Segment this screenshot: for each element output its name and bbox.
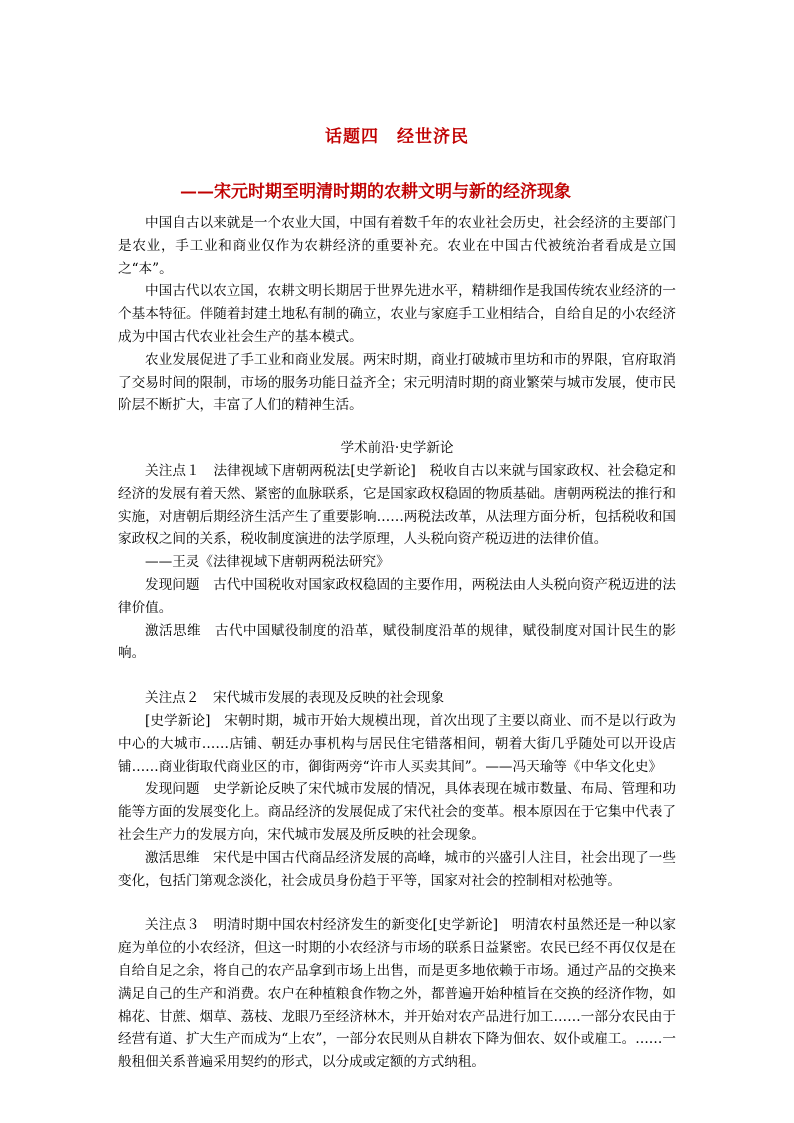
page-subtitle: ——宋元时期至明清时期的农耕文明与新的经济现象 <box>180 182 571 202</box>
point-paragraph: [史学新论] 宋朝时期，城市开始大规模出现，首次出现了主要以商业、而不是以行政为中心的大城市……店铺、朝廷办事机构与居民住宅错落相间，朝着大街几乎随处可以开设店铺……商业街取代商业区的市，御街两旁“许市人买卖其间”。——冯天瑜等《中华文化史》 <box>118 712 676 775</box>
intro-paragraph: 农业发展促进了手工业和商业发展。两宋时期，商业打破城市里坊和市的界限，官府取消了交易时间的限制，市场的服务功能日益齐全；宋元明清时期的商业繁荣与城市发展，使市民阶层不断扩大，丰富了人们的精神生活。 <box>118 351 676 414</box>
section-heading: 学术前沿·史学新论 <box>340 440 454 457</box>
focus-point-2 <box>118 687 676 892</box>
document-body <box>118 212 676 1074</box>
intro-paragraph: 中国古代以农立国，农耕文明长期居于世界先进水平，精耕细作是我国传统农业经济的一个基本特征。伴随着封建土地私有制的确立，农业与家庭手工业相结合，自给自足的小农经济成为中国古代农业社会生产的基本模式。 <box>118 283 676 345</box>
point-citation: ——王灵《法律视域下唐朝两税法研究》 <box>145 554 390 571</box>
page-title: 话题四 经世济民 <box>325 127 469 147</box>
point-paragraph: 关注点１ 法律视域下唐朝两税法[史学新论] 税收自古以来就与国家政权、社会稳定和经济的发展有着天然、紧密的血脉联系，它是国家政权稳固的物质基础。唐朝两税法的推行和实施，对唐朝后期经济生活产生了重要影响……两税法改革，从法理方面分析，包括税收和国家政权之间的关系，税收制度演进的法学原理，人头税向资产税迈进的法律价值。 <box>118 462 676 548</box>
point-heading: 关注点２ 宋代城市发展的表现及反映的社会现象 <box>145 690 445 707</box>
point-paragraph: 发现问题 史学新论反映了宋代城市发展的情况，具体表现在城市数量、布局、管理和功能等方面的发展变化上。商品经济的发展促成了宋代社会的变革。根本原因在于它集中代表了社会生产力的发展方向，宋代城市发展及所反映的社会现象。 <box>118 781 676 843</box>
spacer <box>118 665 676 687</box>
intro-paragraph: 中国自古以来就是一个农业大国，中国有着数千年的农业社会历史，社会经济的主要部门是农业，手工业和商业仅作为农耕经济的重要补充。农业在中国古代被统治者看成是立国之“本”。 <box>118 215 676 277</box>
point-paragraph: 激活思维 宋代是中国古代商品经济发展的高峰，城市的兴盛引人注目，社会出现了一些变化，包括门第观念淡化，社会成员身份趋于平等，国家对社会的控制相对松弛等。 <box>118 849 676 889</box>
focus-point-3 <box>118 914 676 1074</box>
spacer <box>118 892 676 914</box>
point-paragraph: 发现问题 古代中国税收对国家政权稳固的主要作用，两税法由人头税向资产税迈进的法律价值。 <box>118 576 676 616</box>
focus-point-1 <box>118 460 676 665</box>
point-paragraph: 激活思维 古代中国赋役制度的沿革，赋役制度沿革的规律，赋役制度对国计民生的影响。 <box>118 622 676 662</box>
point-paragraph: 关注点３ 明清时期中国农村经济发生的新变化[史学新论] 明清农村虽然还是一种以家庭为单位的小农经济，但这一时期的小农经济与市场的联系日益紧密。农民已经不再仅仅是在自给自足之余，将自己的农产品拿到市场上出售，而是更多地依赖于市场。通过产品的交换来满足自己的生产和消费。农户在种植粮食作物之外，都普遍开始种植旨在交换的经济作物，如棉花、甘蔗、烟草、荔枝、龙眼乃至经济林木，并开始对农产品进行加工……一部分农民由于经营有道、扩大生产而成为“上农”，一部分农民则从自耕农下降为佃农、奴仆或雇工。……一般租佃关系普遍采用契约的形式，以分成或定额的方式纳租。 <box>118 917 676 1071</box>
